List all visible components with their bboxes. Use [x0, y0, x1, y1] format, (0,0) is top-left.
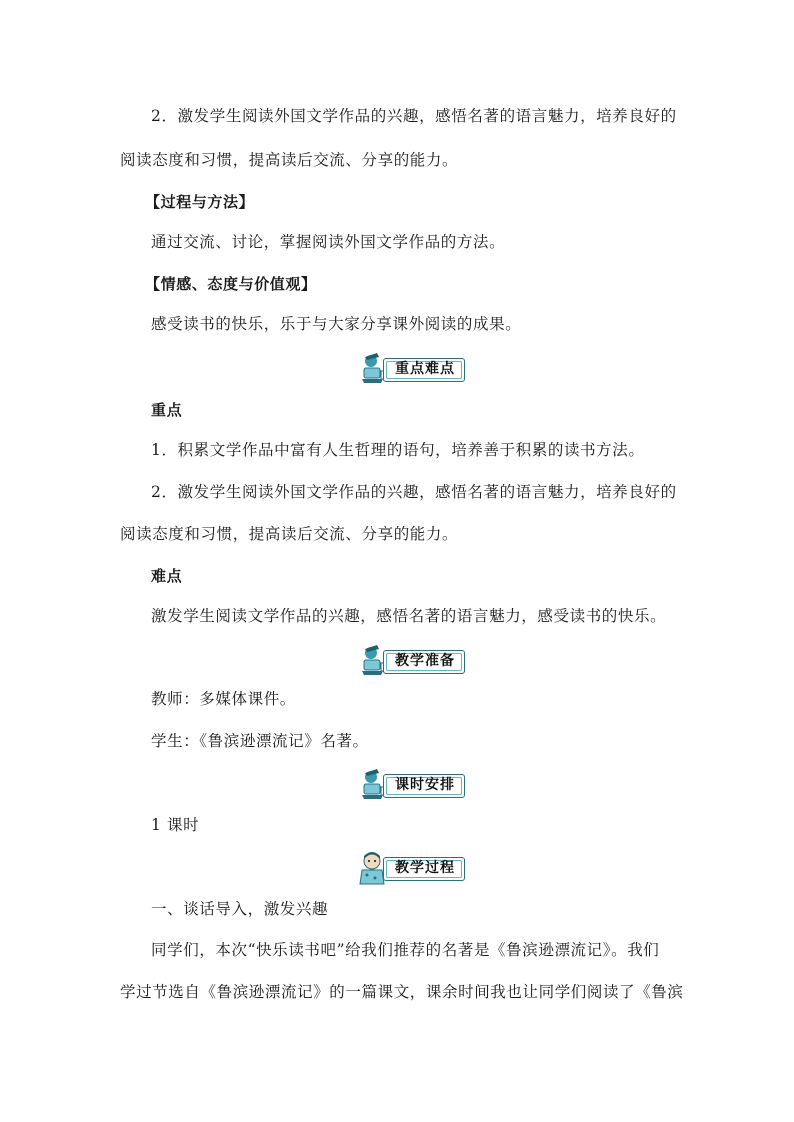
- intro-line-2: 学过节选自《鲁滨逊漂流记》的一篇课文，课余时间我也让同学们阅读了《鲁滨: [120, 983, 684, 1001]
- banner-schedule-label: 课时安排: [395, 777, 455, 793]
- banner-key-points: [357, 351, 467, 385]
- banner-preparation-label: 教学准备: [395, 653, 455, 669]
- key-point-1: 1．积累文学作品中富有人生哲理的语句，培养善于积累的读书方法。: [151, 441, 645, 459]
- process-method-text: 通过交流、讨论，掌握阅读外国文学作品的方法。: [151, 233, 506, 251]
- teacher-preparation: 教师：多媒体课件。: [151, 690, 296, 708]
- banner-key-points-label: 重点难点: [395, 361, 455, 377]
- heading-emotion-values: 【情感、态度与价值观】: [145, 275, 317, 293]
- banner-schedule: [357, 767, 467, 801]
- key-point-2-line-2: 阅读态度和习惯，提高读后交流、分享的能力。: [120, 525, 459, 543]
- step-1-title: 一、谈话导入，激发兴趣: [151, 900, 329, 918]
- heading-difficult-points: 难点: [151, 567, 183, 585]
- heading-process-method: 【过程与方法】: [145, 193, 255, 211]
- intro-line-1: 同学们，本次“快乐读书吧”给我们推荐的名著是《鲁滨逊漂流记》。我们: [151, 941, 660, 959]
- difficult-points-text: 激发学生阅读文学作品的兴趣，感悟名著的语言魅力，感受读书的快乐。: [151, 607, 667, 625]
- banner-preparation: [357, 643, 467, 677]
- emotion-values-text: 感受读书的快乐，乐于与大家分享课外阅读的成果。: [151, 315, 522, 333]
- objective-2-line-2: 阅读态度和习惯，提高读后交流、分享的能力。: [120, 151, 459, 169]
- key-point-2-line-1: 2．激发学生阅读外国文学作品的兴趣，感悟名著的语言魅力，培养良好的: [151, 483, 677, 501]
- objective-2-line-1: 2．激发学生阅读外国文学作品的兴趣，感悟名著的语言魅力，培养良好的: [151, 107, 677, 125]
- student-preparation: 学生：《鲁滨逊漂流记》名著。: [151, 732, 369, 750]
- lesson-time: 1 课时: [151, 816, 200, 834]
- banner-teaching-process: [357, 850, 467, 884]
- banner-teaching-process-label: 教学过程: [395, 860, 455, 876]
- heading-key-points: 重点: [151, 401, 183, 419]
